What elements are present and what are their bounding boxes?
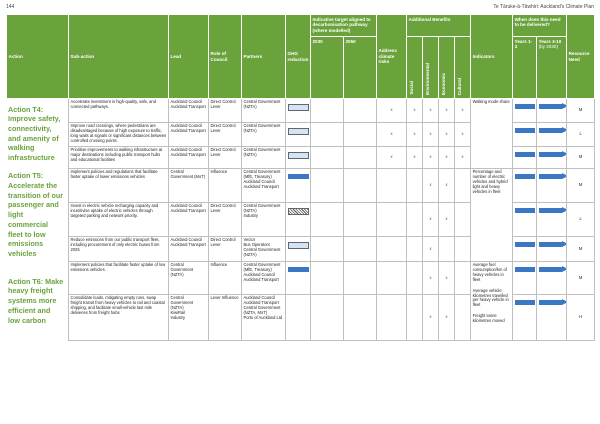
table-row: [7, 99, 595, 123]
ghg-cell: [286, 99, 311, 123]
lead-cell: [169, 295, 209, 341]
target-2050-cell: [344, 295, 377, 341]
header-when: When does this need to be delivered?: [513, 15, 567, 37]
lead-entry: Auckland Council: [170, 237, 203, 242]
ghg-bar: [288, 152, 309, 159]
address-risk-cell: x: [377, 147, 407, 169]
table-row: [7, 262, 595, 295]
lead-entry: Auckland Council: [170, 123, 203, 128]
ghg-cell: [286, 262, 311, 295]
cultural-mark: [455, 295, 471, 341]
economic-mark: x: [439, 169, 455, 203]
indicator-entry: Average fuel consumption/km of heavy vehicles in fleet: [472, 262, 507, 282]
indicator-entry: Average vehicle kilometres travelled per heavy vehicle in fleet: [472, 287, 509, 308]
arrow-head-icon: [562, 127, 567, 133]
timeline-years-1-3: [513, 295, 537, 341]
indicator-entry: Freight tonne kilometres moved: [472, 313, 505, 324]
partner-entry: Bus Operators: [243, 241, 270, 247]
sub-action-text: Invest in electric vehicle recharging capacity and incentivise uptake of electric vehicles through targeted parking and network priority.: [69, 203, 169, 237]
table-row: [7, 169, 595, 203]
climate-plan-table: [6, 14, 595, 341]
header-2050: 2050: [344, 37, 377, 99]
lead-entry: Auckland Transport: [170, 151, 206, 157]
header-lead: Lead: [169, 15, 209, 99]
environmental-mark: x: [423, 169, 439, 203]
ghg-bar: [288, 242, 309, 249]
social-mark: [407, 237, 423, 262]
timeline-arrow-body: [539, 208, 562, 213]
address-risk-cell: x: [377, 99, 407, 123]
ghg-cell: [286, 169, 311, 203]
partner-entry: Auckland Transport: [243, 276, 279, 282]
lead-cell: [169, 147, 209, 169]
header-2030: 2030: [311, 37, 344, 99]
header-cultural: Cultural: [455, 37, 471, 99]
page-title: Te Tāruke-ā-Tāwhiri: Auckland's Climate Plan: [493, 4, 594, 10]
lead-cell: [169, 203, 209, 237]
cultural-mark: x: [455, 99, 471, 123]
resource-need: M: [567, 147, 595, 169]
header-economic: Economic: [439, 37, 455, 99]
resource-need: M: [567, 237, 595, 262]
lead-entry: Auckland Transport: [170, 103, 206, 109]
timeline-bar: [515, 104, 535, 109]
partner-entry: Auckland Transport: [243, 299, 279, 305]
role-cell: Influence: [209, 169, 242, 203]
resource-need: H: [567, 295, 595, 341]
resource-need: L: [567, 203, 595, 237]
timeline-years-3-10: [537, 169, 567, 203]
role-cell: Lever Influence: [209, 295, 242, 341]
environmental-mark: x: [423, 237, 439, 262]
partners-cell: [242, 203, 286, 237]
partners-cell: [242, 295, 286, 341]
environmental-mark: x: [423, 295, 439, 341]
timeline-arrow: [539, 127, 565, 134]
ghg-bar: [288, 128, 309, 135]
timeline-years-1-3: [513, 203, 537, 237]
target-2030-cell: [311, 262, 344, 295]
timeline-arrow: [539, 241, 565, 248]
sub-action-text: Prioritise improvements to walking infrastructure at major destinations including public transport hubs and educational facilities: [69, 147, 169, 169]
lead-cell: [169, 123, 209, 147]
social-mark: x: [407, 99, 423, 123]
action-title: Action T6: Make heavy freight systems more efficient and low carbon: [8, 276, 64, 325]
timeline-arrow: [539, 207, 565, 214]
arrow-head-icon: [562, 173, 567, 179]
target-2050-cell: [344, 262, 377, 295]
header-indicators: Indicators: [471, 15, 513, 99]
lead-entry: Auckland Transport: [170, 241, 206, 247]
cultural-mark: [455, 237, 471, 262]
cultural-mark: [455, 262, 471, 295]
header-ghg: GHG reduction: [286, 15, 311, 99]
header-address: Address climate risks: [377, 15, 407, 99]
lead-entry: KiwiRail: [170, 309, 186, 315]
partner-entry: Auckland Transport: [243, 183, 279, 189]
social-mark: [407, 169, 423, 203]
social-mark: [407, 295, 423, 341]
indicator-entry: Walking mode share: [472, 99, 510, 104]
timeline-bar: [515, 242, 535, 247]
timeline-bar: [515, 152, 535, 157]
arrow-head-icon: [562, 266, 567, 272]
timeline-arrow: [539, 266, 565, 273]
timeline-years-1-3: [513, 169, 537, 203]
partner-entry: Ports of Auckland Ltd: [243, 314, 283, 320]
partner-entry: Auckland Council: [243, 295, 276, 300]
economic-mark: x: [439, 203, 455, 237]
ghg-bar: [288, 267, 309, 272]
social-mark: x: [407, 147, 423, 169]
header-environmental: Environmental: [423, 37, 439, 99]
address-risk-cell: [377, 169, 407, 203]
role-cell: Influence: [209, 262, 242, 295]
partner-entry: Vector: [243, 237, 256, 242]
partner-entry: Central Government (NZTA): [243, 246, 281, 257]
timeline-arrow-body: [539, 267, 562, 272]
target-2050-cell: [344, 99, 377, 123]
page-number: 144: [6, 4, 15, 10]
ghg-bar: [288, 208, 309, 215]
social-mark: x: [407, 123, 423, 147]
timeline-years-1-3: [513, 262, 537, 295]
target-2050-cell: [344, 169, 377, 203]
arrow-head-icon: [562, 151, 567, 157]
ghg-cell: [286, 123, 311, 147]
action-title: Action T5: Accelerate the transition of our passenger and light commercial fleet to low emissions vehicles: [8, 171, 64, 259]
partner-entry: Central Government (MfE, Treasury): [243, 262, 281, 272]
partner-entry: Central Government (NZTA, MoT): [243, 304, 281, 315]
timeline-years-3-10: [537, 203, 567, 237]
address-risk-cell: [377, 203, 407, 237]
role-cell: Direct Control Lever: [209, 203, 242, 237]
target-2030-cell: [311, 203, 344, 237]
partners-cell: [242, 99, 286, 123]
timeline-arrow: [539, 173, 565, 180]
cultural-mark: x: [455, 123, 471, 147]
partner-entry: Central Government (NZTA): [243, 203, 281, 213]
header-partners: Partners: [242, 15, 286, 99]
environmental-mark: x: [423, 262, 439, 295]
partner-entry: Industry: [243, 212, 259, 218]
header-social: Social: [407, 37, 423, 99]
arrow-head-icon: [562, 103, 567, 109]
sub-action-text: Implement policies and regulations that facilitate faster uptake of lower emissions vehicles: [69, 169, 169, 203]
lead-entry: Central Government (MoT): [170, 169, 206, 179]
sub-action-text: Implement policies that facilitate faster uptake of low emissions vehicles.: [69, 262, 169, 295]
economic-mark: [439, 237, 455, 262]
lead-entry: Auckland Council: [170, 147, 203, 152]
partner-entry: Auckland Council: [243, 178, 276, 184]
economic-mark: x: [439, 262, 455, 295]
header-action: Action: [7, 15, 69, 99]
indicators-cell: [471, 99, 513, 169]
timeline-years-3-10: [537, 123, 567, 147]
ghg-cell: [286, 203, 311, 237]
target-2030-cell: [311, 237, 344, 262]
partner-entry: Central Government (MfE, Treasury): [243, 169, 281, 179]
header-years-3-10: Years 3-10 (by 2030): [537, 37, 567, 99]
arrow-head-icon: [562, 241, 567, 247]
lead-entry: Central Government (NZTA): [170, 295, 194, 310]
target-2030-cell: [311, 147, 344, 169]
cultural-mark: x: [455, 147, 471, 169]
ghg-bar: [288, 104, 309, 111]
target-2050-cell: [344, 237, 377, 262]
partner-entry: Central Government (NZTA): [243, 99, 281, 109]
economic-mark: x: [439, 295, 455, 341]
address-risk-cell: [377, 262, 407, 295]
target-2030-cell: [311, 99, 344, 123]
lead-cell: [169, 99, 209, 123]
header-additional: Additional Benefits: [407, 15, 471, 37]
resource-need: M: [567, 262, 595, 295]
cultural-mark: [455, 203, 471, 237]
timeline-arrow: [539, 299, 565, 306]
target-2050-cell: [344, 203, 377, 237]
header-indicative: Indicative target aligned to decarbonisation pathway (where modelled): [311, 15, 377, 37]
role-cell: Direct Control Lever: [209, 123, 242, 147]
economic-mark: x: [439, 147, 455, 169]
timeline-years-3-10: [537, 99, 567, 123]
address-risk-cell: x: [377, 123, 407, 147]
resource-need: M: [567, 169, 595, 203]
lead-entry: Auckland Transport: [170, 207, 206, 213]
lead-entry: Auckland Council: [170, 203, 203, 208]
timeline-years-1-3: [513, 147, 537, 169]
indicators-cell: [471, 262, 513, 341]
address-risk-cell: [377, 295, 407, 341]
timeline-bar: [515, 208, 535, 213]
timeline-years-3-10: [537, 262, 567, 295]
timeline-arrow: [539, 151, 565, 158]
timeline-arrow-body: [539, 300, 562, 305]
sub-action-text: Accelerate investment in high-quality, safe, and connected pathways.: [69, 99, 169, 123]
social-mark: [407, 203, 423, 237]
timeline-bar: [515, 267, 535, 272]
partners-cell: [242, 237, 286, 262]
timeline-years-1-3: [513, 123, 537, 147]
header-sub-action: Sub-action: [69, 15, 169, 99]
indicator-entry: Percentage and number of electric vehicles and hybrid light and heavy vehicles in fleet: [472, 169, 508, 194]
timeline-years-1-3: [513, 99, 537, 123]
header-role: Role of Council: [209, 15, 242, 99]
header-years-1-3: Years 1-3: [513, 37, 537, 99]
environmental-mark: x: [423, 147, 439, 169]
role-cell: Direct Control Lever: [209, 147, 242, 169]
target-2050-cell: [344, 123, 377, 147]
ghg-cell: [286, 295, 311, 341]
resource-need: L: [567, 123, 595, 147]
partner-entry: Central Government (NZTA): [243, 123, 281, 133]
ghg-cell: [286, 147, 311, 169]
environmental-mark: x: [423, 203, 439, 237]
indicators-cell: [471, 169, 513, 262]
partner-entry: Central Government (NZTA): [243, 147, 281, 157]
address-risk-cell: [377, 237, 407, 262]
partners-cell: [242, 123, 286, 147]
arrow-head-icon: [562, 299, 567, 305]
timeline-arrow-body: [539, 152, 562, 157]
environmental-mark: x: [423, 99, 439, 123]
timeline-years-1-3: [513, 237, 537, 262]
target-2030-cell: [311, 123, 344, 147]
timeline-arrow-body: [539, 128, 562, 133]
action-title: Action T4: Improve safety, connectivity, and amenity of walking infrastructure: [8, 104, 61, 163]
arrow-head-icon: [562, 207, 567, 213]
timeline-years-3-10: [537, 147, 567, 169]
timeline-years-3-10: [537, 237, 567, 262]
timeline-bar: [515, 174, 535, 179]
role-cell: Direct Control Lever: [209, 237, 242, 262]
partners-cell: [242, 147, 286, 169]
partners-cell: [242, 262, 286, 295]
target-2030-cell: [311, 295, 344, 341]
resource-need: M: [567, 99, 595, 123]
timeline-years-3-10: [537, 295, 567, 341]
sub-action-text: Consolidate loads, mitigating empty runs, swap freight transit from heavy vehicles to rail and coastal shipping, and facilitate small-vehicle last mile deliveries from freight hubs: [69, 295, 169, 341]
cultural-mark: [455, 169, 471, 203]
target-2030-cell: [311, 169, 344, 203]
role-cell: Direct Control Lever: [209, 99, 242, 123]
target-2050-cell: [344, 147, 377, 169]
sub-action-text: Improve road crossings, where pedestrians are disadvantaged because of high exposure to traffic, long waits at signals or significant distances between controlled crossing points.: [69, 123, 169, 147]
timeline-arrow-body: [539, 242, 562, 247]
timeline-bar: [515, 300, 535, 305]
economic-mark: x: [439, 123, 455, 147]
partner-entry: Auckland Council: [243, 271, 276, 277]
lead-entry: Auckland Transport: [170, 127, 206, 133]
lead-entry: Central Government (NZTA): [170, 262, 194, 277]
ghg-cell: [286, 237, 311, 262]
header-resource: Resource Need: [567, 15, 595, 99]
lead-cell: [169, 237, 209, 262]
timeline-bar: [515, 128, 535, 133]
lead-entry: Industry: [170, 314, 186, 320]
social-mark: [407, 262, 423, 295]
sub-action-text: Reduce emissions from our public transport fleet, including procurement of only electric buses from 2025: [69, 237, 169, 262]
timeline-arrow: [539, 103, 565, 110]
environmental-mark: x: [423, 123, 439, 147]
lead-entry: Auckland Council: [170, 99, 203, 104]
timeline-arrow-body: [539, 174, 562, 179]
economic-mark: x: [439, 99, 455, 123]
ghg-bar: [288, 174, 309, 179]
timeline-arrow-body: [539, 104, 562, 109]
lead-cell: [169, 169, 209, 203]
lead-cell: [169, 262, 209, 295]
partners-cell: [242, 169, 286, 203]
